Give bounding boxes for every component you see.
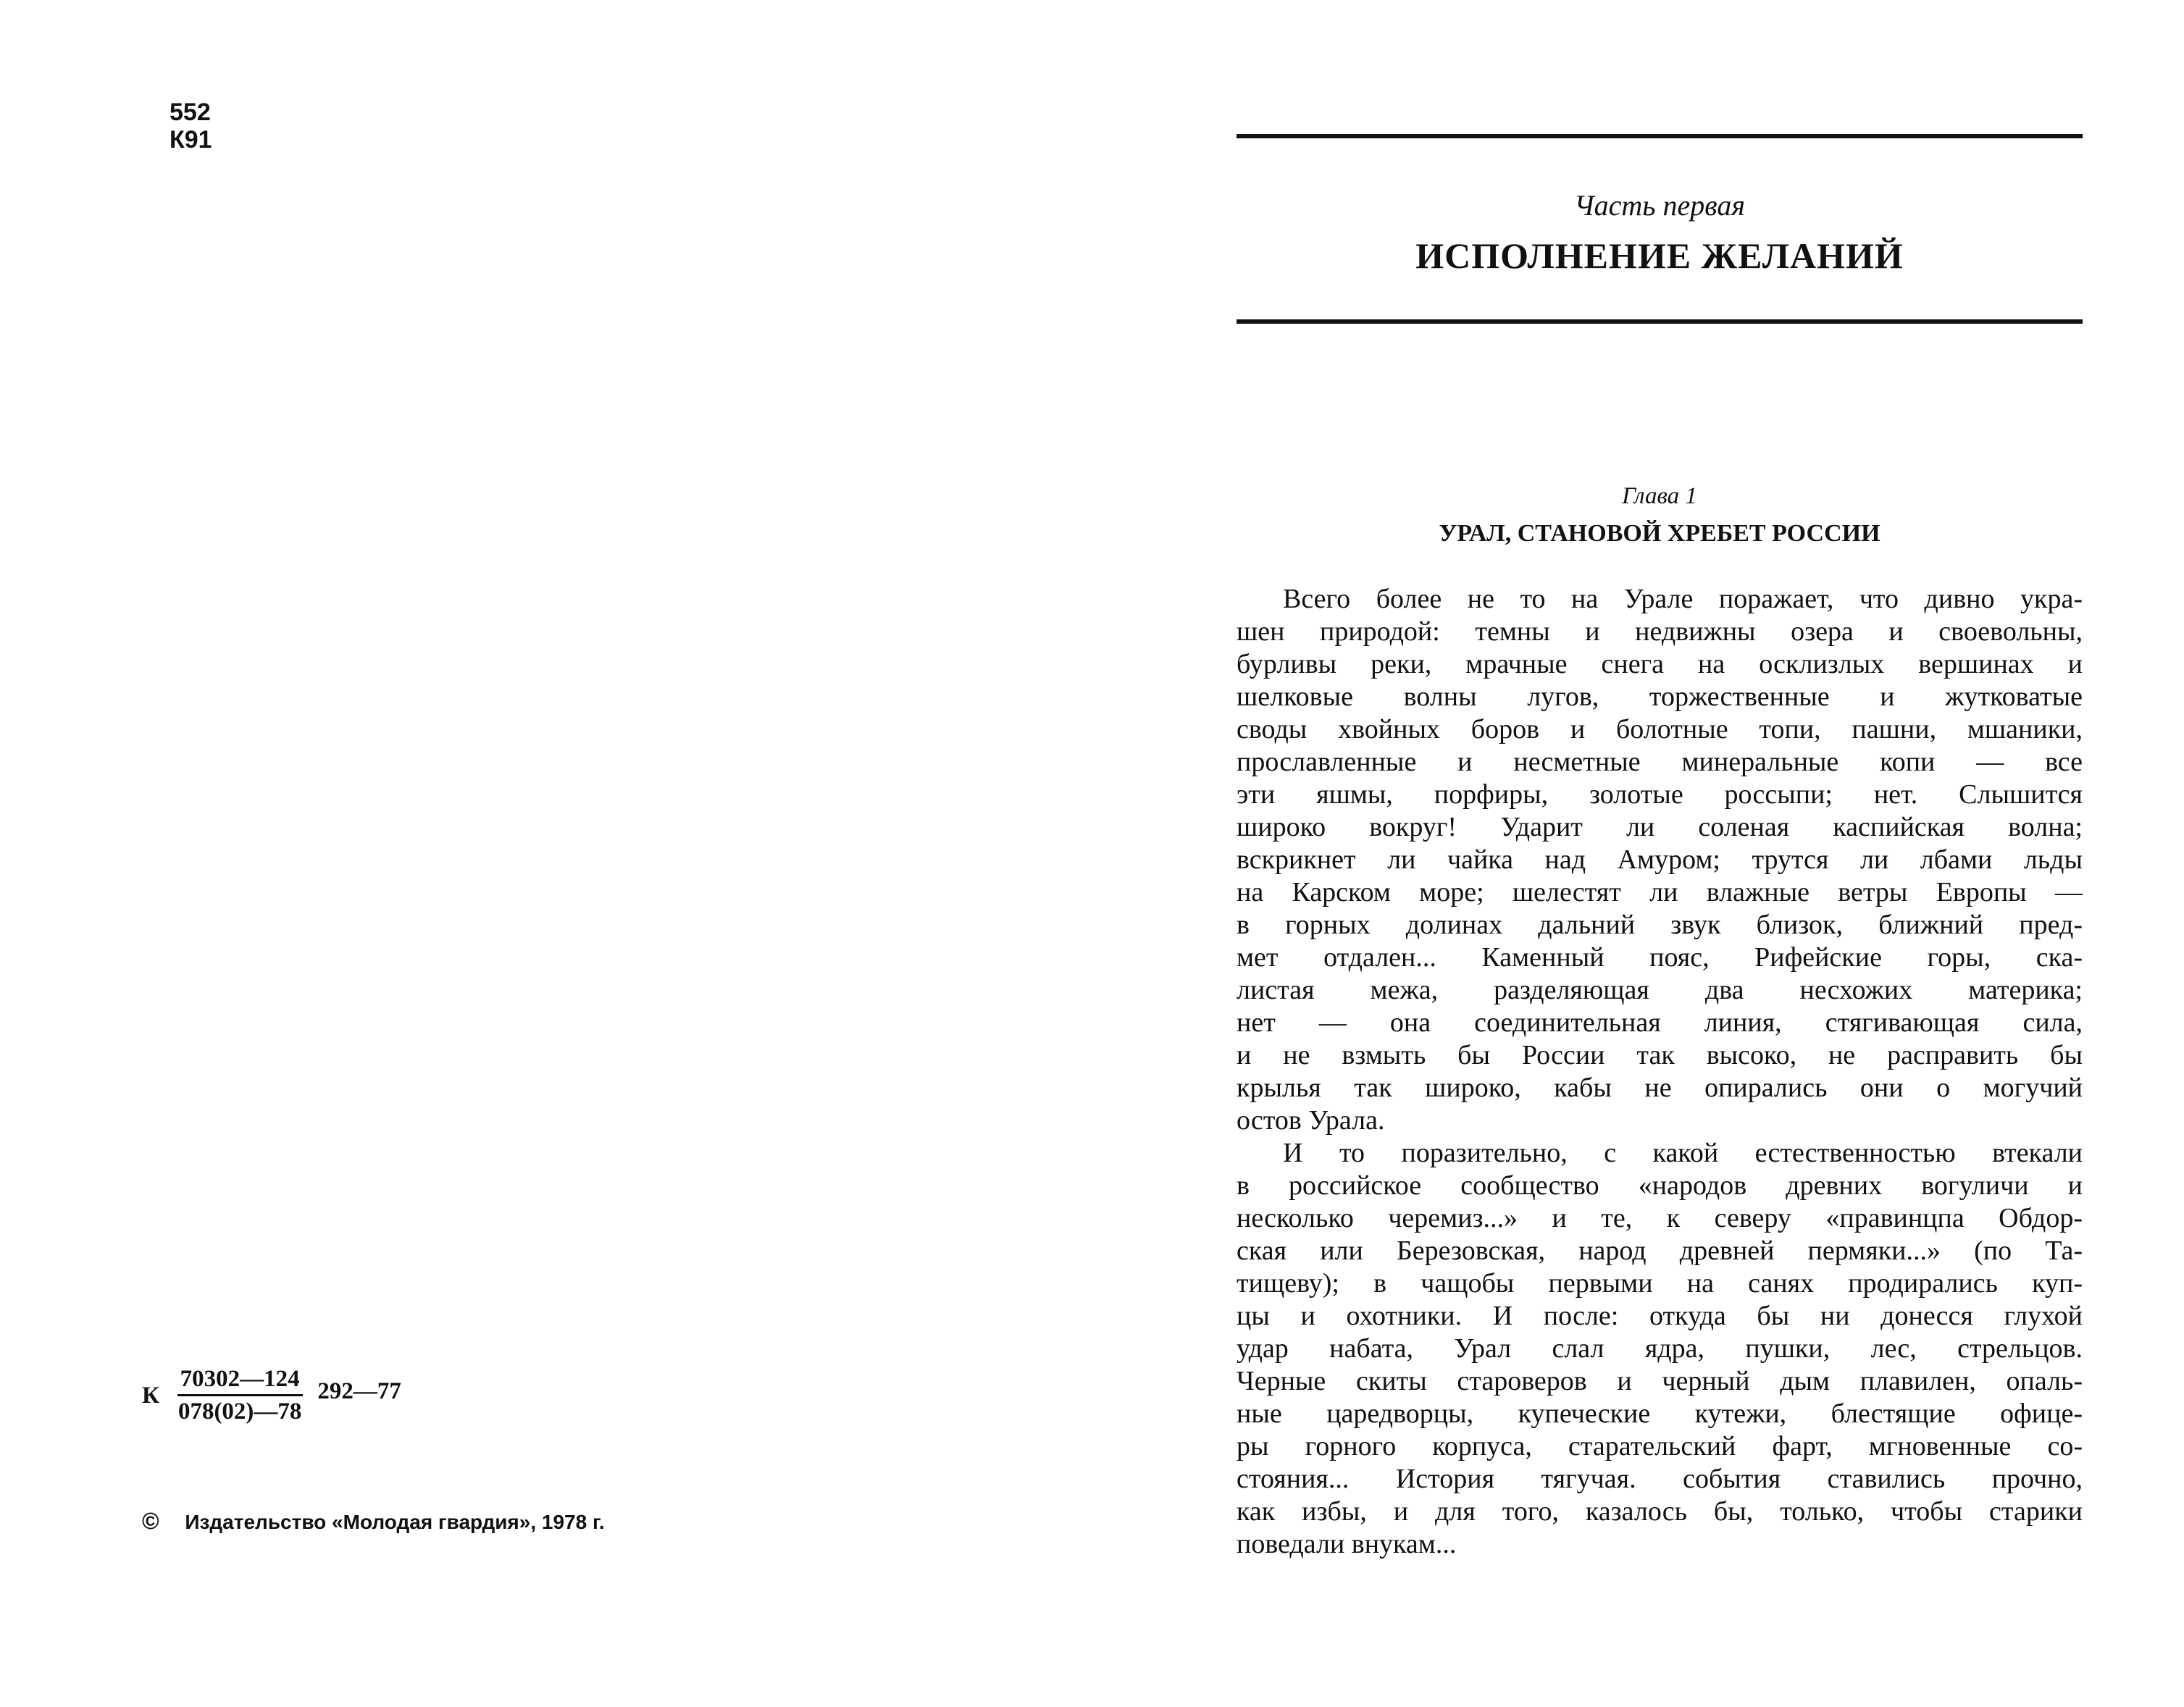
udc-line: К91 — [170, 126, 212, 154]
chapter-label: Глава 1 — [1622, 483, 1697, 509]
bottom-rule — [1237, 319, 2083, 324]
catalog-suffix: 292—77 — [317, 1377, 401, 1404]
catalog-letter: К — [142, 1382, 159, 1409]
udc-index — [170, 98, 212, 154]
copyright-symbol: © — [142, 1508, 159, 1534]
text-line: своды хвойных боров и болотные топи, пашни, мшаники, — [1237, 714, 2083, 745]
text-line: И то поразительно, с какой естественностью втекали — [1283, 1138, 2083, 1168]
text-line: прославленные и несметные минеральные копи — все — [1237, 747, 2083, 777]
text-line: цы и охотники. И после: откуда бы ни донесся глухой — [1237, 1301, 2083, 1331]
text-line: шелковые волны лугов, торжественные и жутковатые — [1237, 681, 2083, 712]
text-line: несколько черемиз...» и те, к северу «правинцпа Обдор- — [1237, 1203, 2083, 1233]
part-label: Часть первая — [1574, 189, 1745, 222]
text-line: шен природой: темны и недвижны озера и своевольны, — [1237, 616, 2083, 647]
text-line: Всего более не то на Урале поражает, что дивно укра- — [1283, 584, 2083, 614]
text-line: эти яшмы, порфиры, золотые россыпи; нет. Слышится — [1237, 779, 2083, 810]
text-line: широко вокруг! Ударит ли соленая каспийская волна; — [1237, 812, 2083, 842]
text-line: вскрикнет ли чайка над Амуром; трутся ли лбами льды — [1237, 844, 2083, 875]
text-line: на Карском море; шелестят ли влажные ветры Европы — — [1237, 877, 2083, 907]
copyright-text: Издательство «Молодая гвардия», 1978 г. — [185, 1511, 605, 1533]
text-line: тищеву); в чащобы первыми на санях продирались куп- — [1237, 1268, 2083, 1299]
catalog-code — [142, 1365, 401, 1425]
catalog-numerator: 70302—124 — [177, 1365, 303, 1396]
text-line: удар набата, Урал слал ядра, пушки, лес, стрельцов. — [1237, 1333, 2083, 1364]
text-line: крылья так широко, кабы не опирались они о могучий — [1237, 1073, 2083, 1103]
right-page — [1092, 0, 2184, 1707]
udc-line: 552 — [170, 98, 211, 126]
catalog-denominator: 078(02)—78 — [177, 1398, 302, 1425]
text-line: поведали внукам... — [1237, 1529, 1457, 1559]
text-line: нет — она соединительная линия, стягивающая сила, — [1237, 1007, 2083, 1038]
text-line: в горных долинах дальний звук близок, ближний пред- — [1237, 910, 2083, 940]
chapter-body — [1237, 583, 2083, 1561]
part-title: ИСПОЛНЕНИЕ ЖЕЛАНИЙ — [1415, 235, 1904, 276]
text-line: Черные скиты староверов и черный дым плавилен, опаль- — [1237, 1366, 2083, 1396]
text-line: ры горного корпуса, старательский фарт, мгновенные со- — [1237, 1431, 2083, 1461]
top-rule — [1237, 134, 2083, 138]
text-line: ская или Березовская, народ древней пермяки...» (по Та- — [1237, 1236, 2083, 1266]
text-line: и не взмыть бы России так высоко, не расправить бы — [1237, 1040, 2083, 1070]
text-line: листая межа, разделяющая два несхожих материка; — [1237, 975, 2083, 1005]
text-line: остов Урала. — [1237, 1105, 1385, 1136]
copyright-line — [142, 1509, 605, 1535]
text-line: бурливы реки, мрачные снега на осклизлых вершинах и — [1237, 649, 2083, 679]
chapter-title: УРАЛ, СТАНОВОЙ ХРЕБЕТ РОССИИ — [1439, 520, 1880, 547]
text-line: ные царедворцы, купеческие кутежи, блестящие офице- — [1237, 1398, 2083, 1429]
text-line: как избы, и для того, казалось бы, только, чтобы старики — [1237, 1496, 2083, 1527]
catalog-fraction — [175, 1365, 304, 1425]
text-line: стояния... История тягучая. события ставились прочно, — [1237, 1464, 2083, 1494]
text-line: мет отдален... Каменный пояс, Рифейские горы, ска- — [1237, 942, 2083, 973]
text-line: в российское сообщество «народов древних вогуличи и — [1237, 1170, 2083, 1201]
